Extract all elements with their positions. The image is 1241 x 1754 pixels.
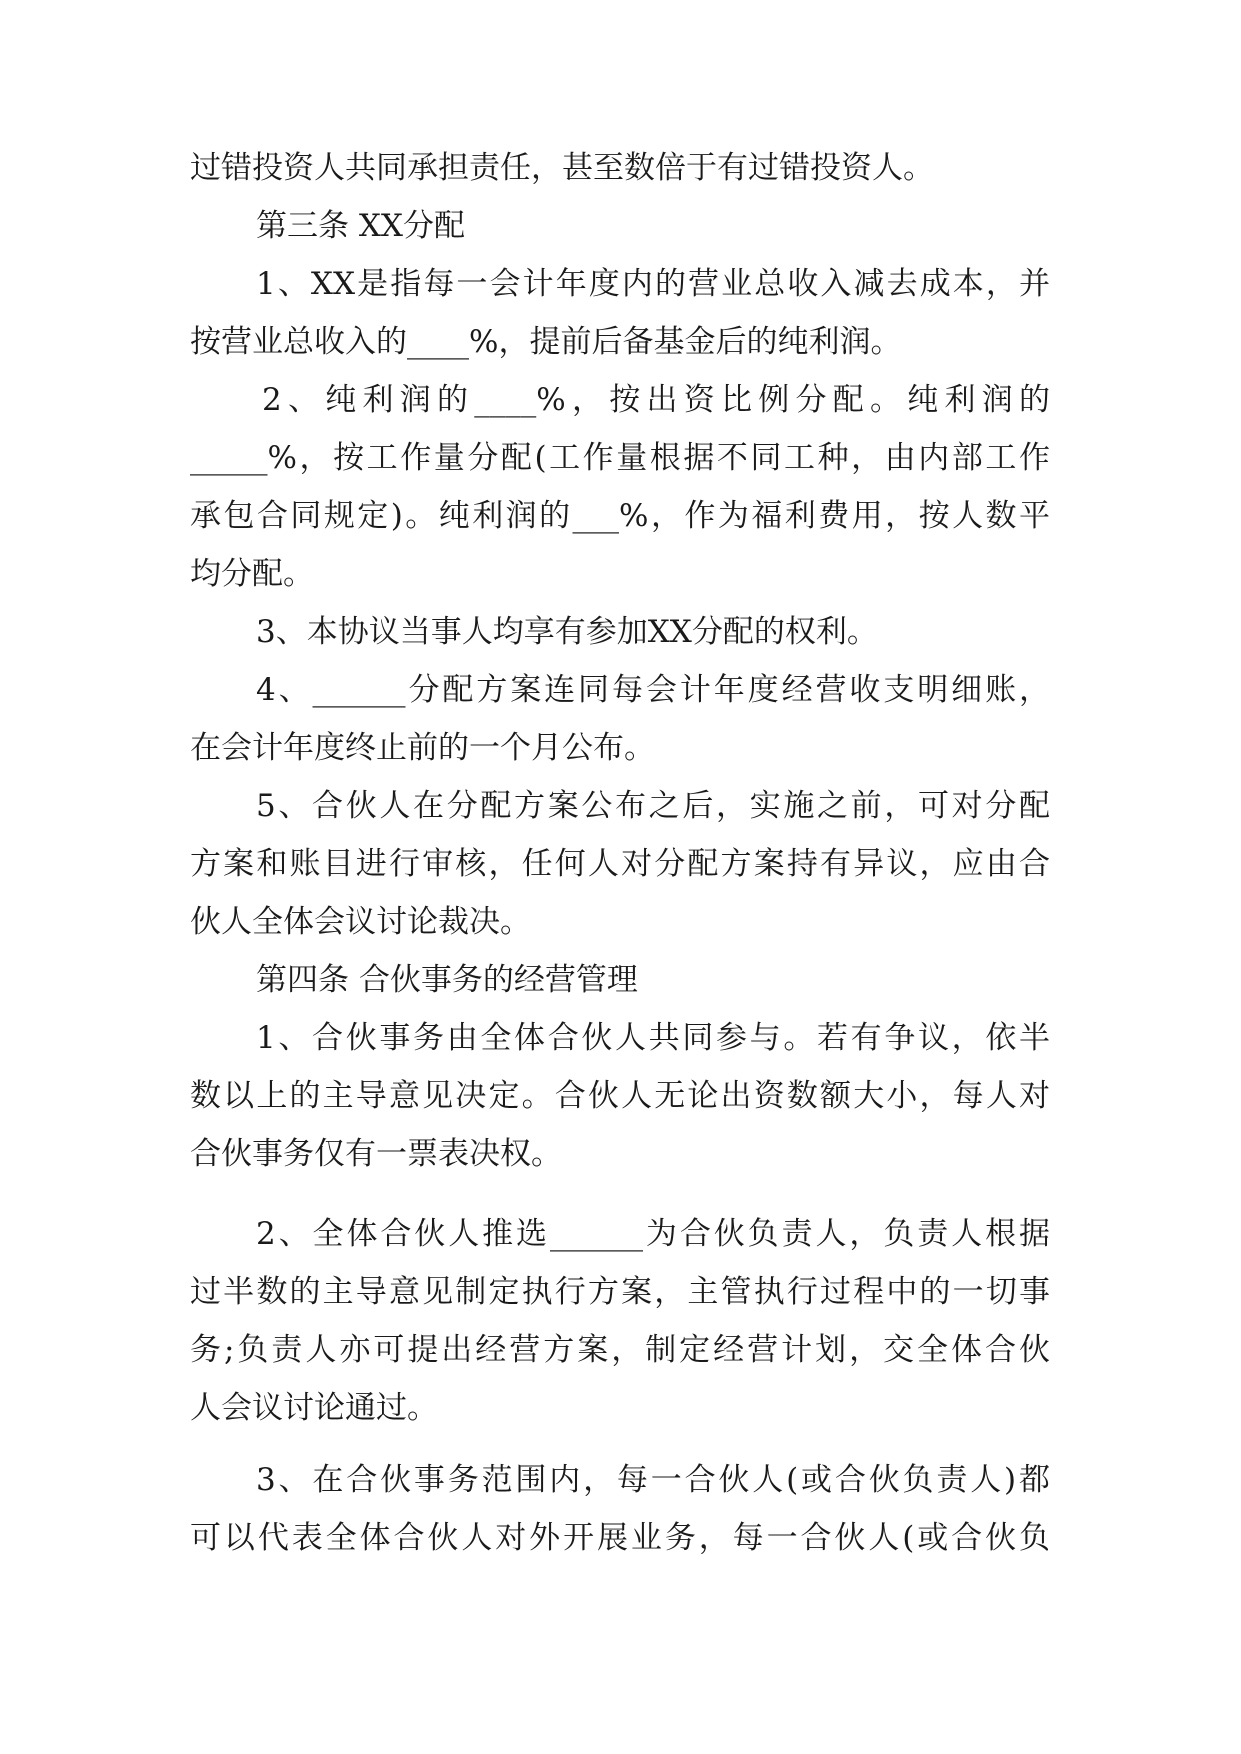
paragraph-line: 方案和账目进行审核，任何人对分配方案持有异议，应由合 [190,846,1050,882]
paragraph-line: 均分配。 [190,556,314,592]
paragraph-line: 3、在合伙事务范围内，每一合伙人(或合伙负责人)都 [256,1462,1050,1498]
section-heading: 第三条 XX分配 [256,208,465,244]
paragraph-line: 4、______分配方案连同每会计年度经营收支明细账， [256,672,1050,708]
paragraph-line: _____%，按工作量分配(工作量根据不同工种，由内部工作 [190,440,1050,476]
paragraph-line: 承包合同规定)。纯利润的___%，作为福利费用，按人数平 [190,498,1050,534]
paragraph-line: 1、合伙事务由全体合伙人共同参与。若有争议，依半 [256,1020,1050,1056]
paragraph-line: 1、XX是指每一会计年度内的营业总收入减去成本，并 [256,266,1050,302]
paragraph-line: 3、本协议当事人均享有参加XX分配的权利。 [256,614,878,650]
paragraph-line: 伙人全体会议讨论裁决。 [190,904,531,940]
paragraph-line: 2、全体合伙人推选______为合伙负责人，负责人根据 [256,1216,1050,1252]
paragraph-line: 数以上的主导意见决定。合伙人无论出资数额大小，每人对 [190,1078,1050,1114]
paragraph-line: 务;负责人亦可提出经营方案，制定经营计划，交全体合伙 [190,1332,1050,1368]
paragraph-line: 5、合伙人在分配方案公布之后，实施之前，可对分配 [256,788,1050,824]
paragraph-line: 在会计年度终止前的一个月公布。 [190,730,655,766]
paragraph-line: 过错投资人共同承担责任，甚至数倍于有过错投资人。 [190,150,934,186]
paragraph-line: 可以代表全体合伙人对外开展业务，每一合伙人(或合伙负 [190,1520,1050,1556]
paragraph-line: 人会议讨论通过。 [190,1390,438,1426]
paragraph-line: 2、纯利润的____%，按出资比例分配。纯利润的 [262,382,1050,418]
paragraph-line: 过半数的主导意见制定执行方案，主管执行过程中的一切事 [190,1274,1050,1310]
section-heading: 第四条 合伙事务的经营管理 [256,962,638,998]
paragraph-line: 按营业总收入的____%，提前后备基金后的纯利润。 [190,324,902,360]
paragraph-line: 合伙事务仅有一票表决权。 [190,1136,562,1172]
